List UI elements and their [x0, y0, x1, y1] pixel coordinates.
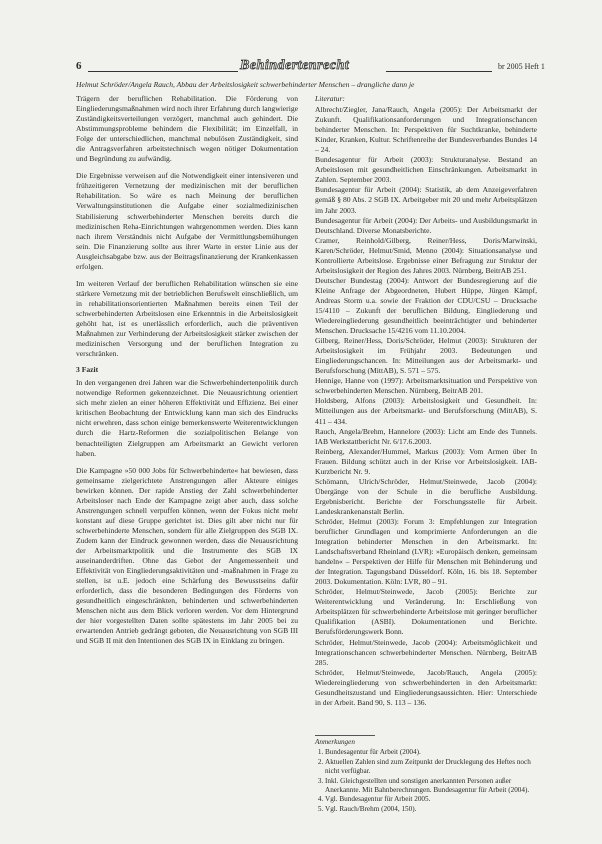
issue-label: br 2005 Heft 1 — [498, 62, 545, 71]
footnotes-heading: Anmerkungen — [315, 735, 375, 747]
section-heading: 3 Fazit — [76, 365, 99, 375]
left-column — [76, 94, 298, 646]
reference-item: Gilberg, Reiner/Hess, Doris/Schröder, Helmut (2003): Strukturen der Arbeitslosigkeit im Frühjahr 2003. Bedeutungen und Eingliederungschancen. In: Mitteilungen aus der Arbeitsmarkt- und Berufsforschung (MittAB), S. 571 – 575. — [315, 336, 537, 376]
reference-item: Deutscher Bundestag (2004): Antwort der Bundesregierung auf die Kleine Anfrage der Abgeordneten, Hubert Hüppe, Jürgen Kämpf, Andreas Storm u.a. sowie der Fraktion der CDU/CSU – Drucksache 15/4110 – Zukunft der beruflichen Bildung, Eingliederung und Wiedereingliederung gesundheitlich beeinträchtigter und behinderter Menschen. Drucksache 15/4216 vom 11.10.2004. — [315, 275, 537, 336]
reference-item: Cramer, Reinhold/Gilberg, Reiner/Hess, Doris/Marwinski, Karen/Schröder, Helmut/Smid, Menno (2004): Situationsanalyse und Kontrollierte Arbeitslose. Ergebnisse einer Befragung zur Struktur der Arbeitslosigkeit der Region des Jahres 2003. Nürnberg, BeitrAB 251. — [315, 235, 537, 275]
header-rule-left — [88, 71, 238, 72]
footnote-item: 5. Vgl. Rauch/Brehm (2004, 150). — [325, 805, 537, 814]
reference-item: Albrecht/Ziegler, Jana/Rauch, Angela (2005): Der Arbeitsmarkt der Zukunft. Qualifikationsanforderungen und Integrationschancen behinderter Menschen. In: Perspektiven für Suchtkranke, behinderte Kinder, Kranken, Kultur. Schriftenreihe der Bundesverbandes Bundes 14 – 24. — [315, 105, 537, 155]
reference-item: Holdsberg, Alfons (2003): Arbeitslosigkeit und Gesundheit. In: Mitteilungen aus der Arbeitsmarkt- und Berufsforschung (MittAB), S. 411 – 434. — [315, 396, 537, 426]
footnote-item: 1. Bundesagentur für Arbeit (2004). — [325, 748, 537, 757]
page-number: 6 — [76, 60, 82, 72]
journal-title: Behindertenrecht — [240, 58, 350, 73]
reference-item: Rauch, Angela/Brehm, Hannelore (2003): Licht am Ende des Tunnels. IAB Werkstattbericht Nr. 6/17.6.2003. — [315, 426, 537, 446]
reference-item: Bundesagentur für Arbeit (2004): Der Arbeits- und Ausbildungsmarkt in Deutschland. Diverse Monatsberichte. — [315, 215, 537, 235]
paragraph: Trägern der beruflichen Rehabilitation. Die Förderung von Eingliederungsmaßnahmen wird noch ihrer Erfahrung durch langwierige Zuständigkeitsverteilungen verzögert, manchmal auch gehindert. Die Abstimmungsprobleme behindern die Flexibilität; im Einzelfall, in Folge der unterschiedlichen, manchmal nebulösen Zuständigkeit, sind die Antragsverfahren arbeitstechnisch wegen nötiger Dokumentation und Begründung zu aufwändig. — [76, 94, 298, 164]
right-column — [315, 94, 537, 708]
paragraph: In den vergangenen drei Jahren war die Schwerbehindertenpolitik durch notwendige Reformen gekennzeichnet. Die Neuausrichtung orientiert sich mehr zielen an einer höheren Effektivität und Effizienz. Bei einer kritischen Beobachtung der Entwicklung kann man sich des Eindrucks nicht erwehren, dass schon einige bemerkenswerte Weiterentwicklungen durch die Hartz-Reformen die sozialpolitischen Belange von benachteiligten Zielgruppen am Arbeitsmarkt an Gewicht verloren haben. — [76, 378, 298, 458]
reference-item: Schröder, Helmut/Steinwede, Jacob (2004): Arbeitsmöglichkeit und Integrationschancen schwerbehinderter Menschen. Nürnberg, BeitrAB 285. — [315, 637, 537, 667]
footnote-item: 2. Aktuellen Zahlen sind zum Zeitpunkt der Drucklegung des Heftes noch nicht verfügbar. — [325, 758, 537, 777]
article-running-title: Helmut Schröder/Angela Rauch, Abbau der Arbeitslosigkeit schwerbehinderter Menschen – drangliche dann je — [76, 80, 415, 89]
header-rule-right — [386, 71, 492, 72]
paragraph: Die Kampagne »50 000 Jobs für Schwerbehinderte« hat bewiesen, dass gemeinsame zielgerichtete Anstrengungen aller Akteure einiges bewirken können. Der rapide Anstieg der Zahl schwerbehinderter Arbeitsloser nach Ende der Kampagne zeigt aber auch, dass solche Anstrengungen schnell verpuffen können, wenn der Fokus nicht mehr konstant auf diese Gruppe gerichtet ist. Dies gilt aber nicht nur für schwerbehinderte Menschen, sondern für alle Zielgruppen des SGB IX. Zudem kann der Eindruck gewonnen werden, dass die Neuausrichtung der Arbeitsmarktpolitik und die Instrumente des SGB IX auseinanderdriften. Ohne das Gebot der Angemessenheit und Effektivität von Eingliederungsaktivitäten und -maßnahmen in Frage zu stellen, ist u.E. jedoch eine Schärfung des Bewusstseins dafür erforderlich, dass die besonderen Bedingungen des Förderns von gesundheitlich eingeschränkten, behinderten und schwerbehinderten Menschen nicht aus dem Blick verloren werden. Vor dem Hintergrund der hier vorgestellten Daten sollte spätestens im Jahr 2005 bei zu erwartenden Antrieb gedrängt geboten, die Neuausrichtung von SGB III und SGB II mit den Intentionen des SGB IX in Einklang zu bringen. — [76, 465, 298, 646]
paragraph: Die Ergebnisse verweisen auf die Notwendigkeit einer intensiveren und frühzeitigeren Vernetzung der medizinischen mit der beruflichen Rehabilitation. So wäre es nach Meinung der beruflichen Verwaltungsinstitutionen die Aufgabe einer sozialmedizinischen Stabilisierung schwerbehinderter Menschen bereits durch die medizinischen Reha-Einrichtungen wahrgenommen werden. Dies kann nach ihrem Verständnis nicht Aufgabe der Vermittlungsbemühungen sein. Die Finanzierung sollte aus ihrer Warte in erster Linie aus der Ausgleichsabgabe bzw. aus der Beitragsfinanzierung der Krankenkassen erfolgen. — [76, 171, 298, 271]
footnote-item: 4. Vgl. Bundesagentur für Arbeit 2005. — [325, 795, 537, 804]
literature-heading: Literatur: — [315, 94, 345, 103]
reference-item: Hennige, Hanne von (1997): Arbeitsmarktsituation und Perspektive von schwerbehinderten Menschen. Nürnberg, BeitrAB 201. — [315, 376, 537, 396]
reference-item: Schröder, Helmut (2003): Forum 3: Empfehlungen zur Integration beruflicher Grundlagen und komprimierte Anforderungen an die Integration behinderter Menschen in den Arbeitsmarkt. In: Landschaftsverband Rheinland (LVR): »Europäisch denken, gemeinsam handeln« – Perspektiven der Hilfe für Menschen mit Behinderung und der Integration. Tagungsband Düsseldorf. Köln, 16. bis 18. September 2003. Dokumentation. Köln: LVR, 80 – 91. — [315, 516, 537, 587]
footnotes — [315, 735, 537, 814]
footnote-item: 3. Inkl. Gleichgestellten und sonstigen anerkannten Personen außer Anerkannte. Mit Bahnberechnungen. Bundesagentur für Arbeit (2004). — [325, 777, 537, 796]
reference-item: Bundesagentur für Arbeit (2003): Strukturanalyse. Bestand an Arbeitslosen mit gesundheitlichen Einschränkungen. Arbeitsmarkt in Zahlen. September 2003. — [315, 155, 537, 185]
reference-item: Schröder, Helmut/Steinwede, Jacob/Rauch, Angela (2005): Wiedereingliederung von schwerbehinderten in den Arbeitsmarkt: Gesundheitszustand und Eingliederungsaussichten. Hier: Unterschiede in der Arbeit. Band 90, S. 113 – 136. — [315, 667, 537, 707]
reference-item: Bundesagentur für Arbeit (2004): Statistik, ab dem Anzeigeverfahren gemäß § 80 Abs. 2 SGB IX. Arbeitgeber mit 20 und mehr Arbeitsplätzen im Jahr 2003. — [315, 185, 537, 215]
reference-item: Reinberg, Alexander/Hummel, Markus (2003): Vom Armen über In Frauen. Bildung schützt auch in der Krise vor Arbeitslosigkeit. IAB-Kurzbericht Nr. 9. — [315, 446, 537, 476]
reference-item: Schömann, Ulrich/Schröder, Helmut/Steinwede, Jacob (2004): Übergänge von der Schule in die berufliche Ausbildung. Ergebnisbericht. Berichte der Forschungsstelle für Arbeit. Landeskrankenanstalt Berlin. — [315, 476, 537, 516]
reference-item: Schröder, Helmut/Steinwede, Jacob (2005): Berichte zur Weiterentwicklung und Veränderung. In: Erschließung von Arbeitsplätzen für schwerbehinderte Arbeitslose mit geringer beruflicher Qualifikation (ASBI). Dokumentationen und Berichte. Berufsförderungswerk Bonn. — [315, 587, 537, 637]
paragraph: Im weiteren Verlauf der beruflichen Rehabilitation wünschen sie eine stärkere Vernetzung mit der betrieblichen Berufswelt einschließlich, um in rehabilitationsorientierten Maßnahmen bereits einen Teil der schwerbehinderten Arbeitslosen eine Erkenntnis in die Arbeitslosigkeit gehöht hat, ist es unerlässlich erforderlich, auch die präventiven Maßnahmen zur Verhinderung der Arbeitslosigkeit stärker zwischen der medizinischen Versorgung und der beruflichen Integration zu verschränken. — [76, 278, 298, 359]
